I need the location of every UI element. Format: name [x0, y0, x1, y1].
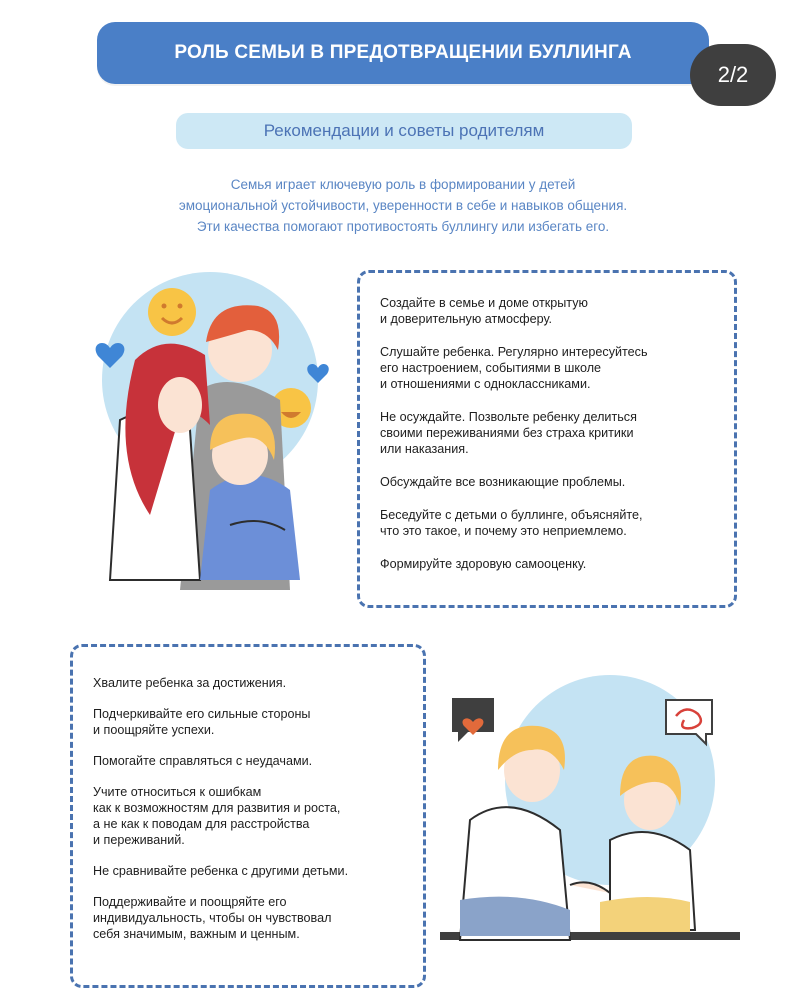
- tip-item: Обсуждайте все возникающие проблемы.: [380, 475, 626, 489]
- parent-child-talk-illustration: [440, 670, 740, 970]
- tip-item: Не сравнивайте ребенка с другими детьми.: [93, 864, 349, 878]
- smiley-icon: [148, 288, 196, 336]
- subtitle-pill: [176, 113, 632, 149]
- tip-item: Слушайте ребенка. Регулярно интересуйтесь его настроением, событиями в школе и отношениями с одноклассниками.: [380, 345, 648, 391]
- family-hug-illustration: [80, 270, 345, 590]
- tips-card-top: [357, 270, 737, 608]
- tip-item: Поддерживайте и поощряйте его индивидуальность, чтобы он чувствовал себя значимым, важным и ценным.: [93, 895, 332, 941]
- tip-item: Создайте в семье и доме открытую и доверительную атмосферу.: [380, 296, 588, 326]
- page-indicator-badge[interactable]: [690, 44, 776, 106]
- page-title-banner: [97, 22, 709, 84]
- tip-item: Помогайте справляться с неудачами.: [93, 754, 313, 768]
- tip-item: Учите относиться к ошибкам как к возможностям для развития и роста, а не как к поводам для расстройства и переживаний.: [93, 785, 341, 847]
- tip-item: Не осуждайте. Позвольте ребенку делиться своими переживаниями без страха критики или наказания.: [380, 410, 637, 456]
- intro-paragraph: [90, 174, 716, 237]
- subtitle-text: Рекомендации и советы родителям: [263, 121, 545, 140]
- intro-text: Семья играет ключевую роль в формировании у детей эмоциональной устойчивости, уверенности в себе и навыков общения. Эти качества помогают противостоять буллингу или избегать его.: [178, 177, 628, 234]
- heart-speech-bubble-icon: [452, 698, 494, 742]
- tip-item: Хвалите ребенка за достижения.: [93, 676, 287, 690]
- page-indicator: 2/2: [717, 62, 749, 87]
- page-title: РОЛЬ СЕМЬИ В ПРЕДОТВРАЩЕНИИ БУЛЛИНГА: [174, 42, 632, 63]
- tip-item: Беседуйте с детьми о буллинге, объясняйте, что это такое, и почему это неприемлемо.: [380, 508, 643, 538]
- tip-item: Подчеркивайте его сильные стороны и поощряйте успехи.: [93, 707, 311, 737]
- tip-item: Формируйте здоровую самооценку.: [380, 557, 587, 571]
- tips-card-bottom: [70, 644, 426, 988]
